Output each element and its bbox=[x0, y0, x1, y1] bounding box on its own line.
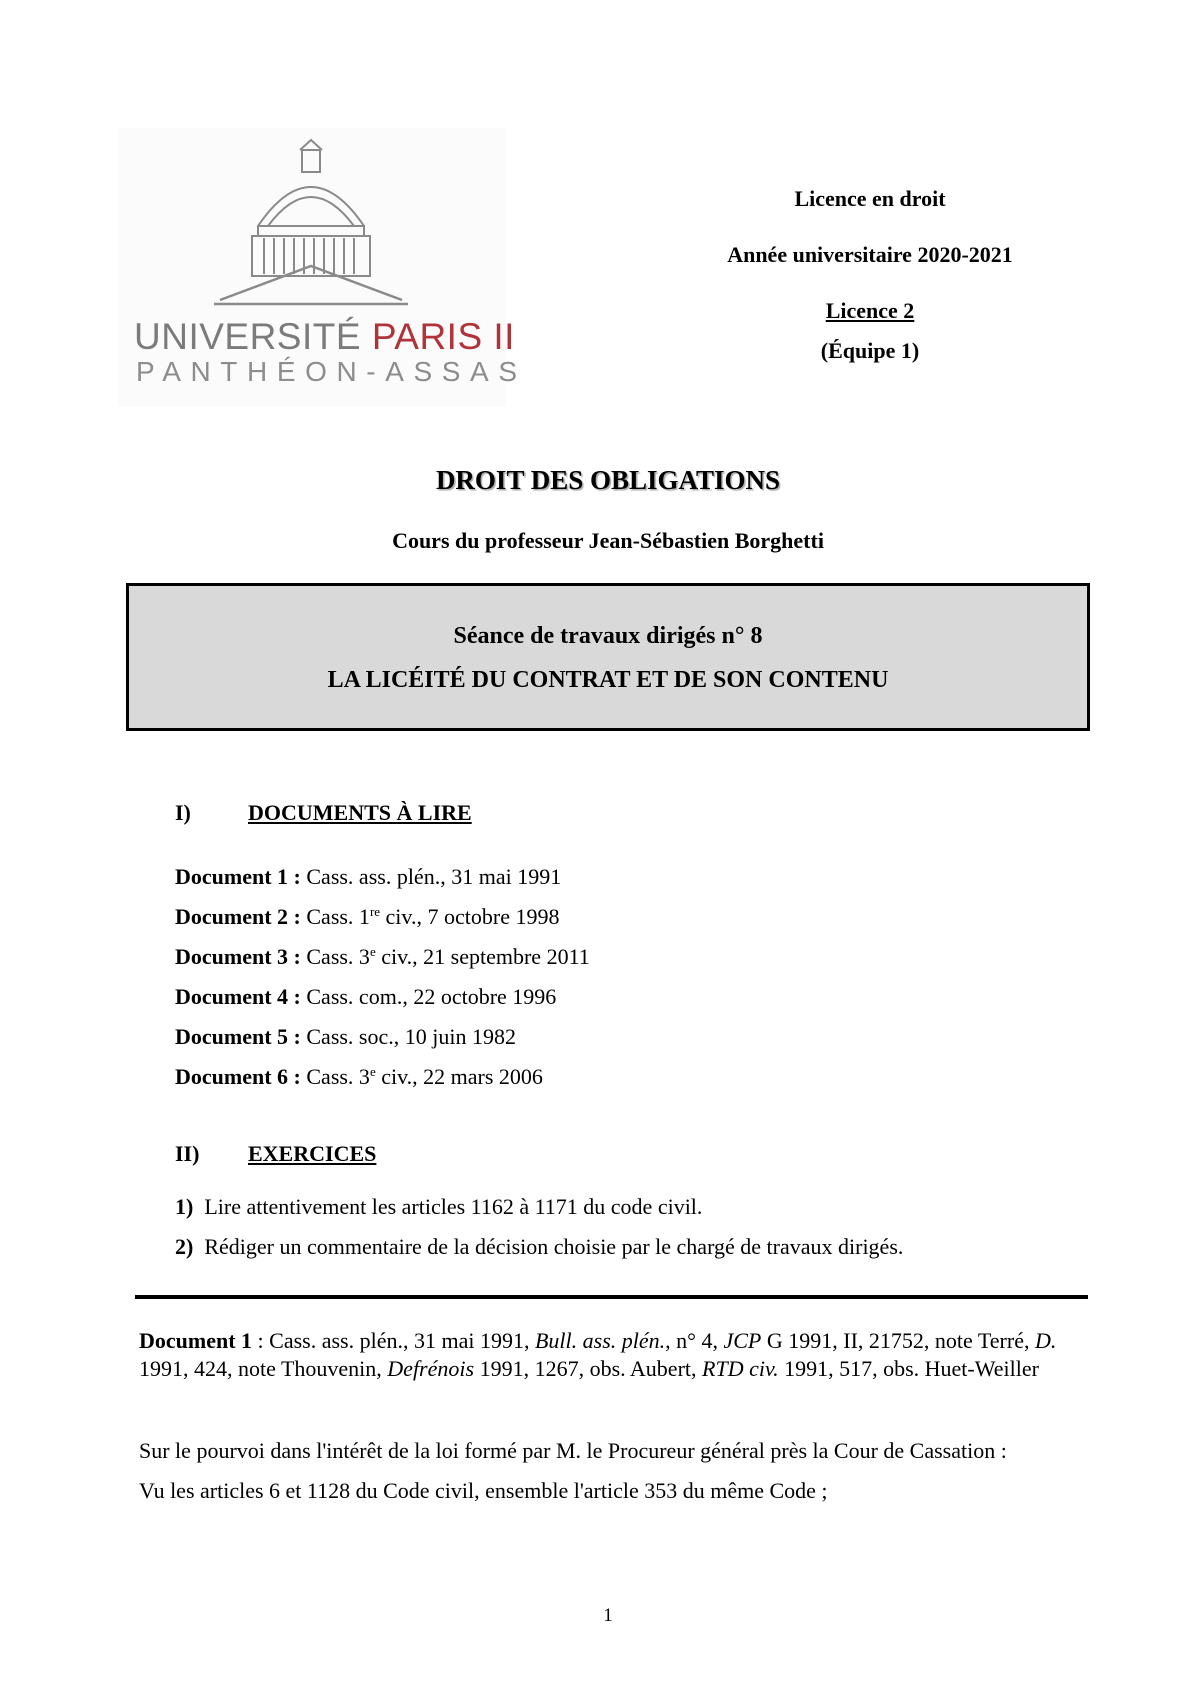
header-licence: Licence en droit bbox=[794, 186, 946, 211]
list-item: 1) Lire attentivement les articles 1162 à 1171 du code civil. bbox=[175, 1194, 703, 1219]
document1-paragraph: Sur le pourvoi dans l'intérêt de la loi formé par M. le Procureur général près la Cour de Cassation : bbox=[139, 1438, 1007, 1463]
list-item: Document 2 : Cass. 1re civ., 7 octobre 1998 bbox=[175, 904, 560, 929]
section1-heading bbox=[175, 800, 191, 826]
document1-paragraph: Vu les articles 6 et 1128 du Code civil, ensemble l'article 353 du même Code ; bbox=[139, 1478, 828, 1503]
session-box bbox=[126, 583, 1090, 731]
list-item: Document 4 : Cass. com., 22 octobre 1996 bbox=[175, 984, 557, 1009]
section2-title: EXERCICES bbox=[248, 1141, 377, 1166]
header-team: (Équipe 1) bbox=[820, 338, 920, 363]
section1-title-wrap bbox=[248, 800, 472, 826]
section2-heading bbox=[175, 1141, 199, 1167]
university-logo bbox=[118, 128, 527, 406]
page-number: 1 bbox=[603, 1605, 613, 1626]
list-item: Document 5 : Cass. soc., 10 juin 1982 bbox=[175, 1024, 516, 1049]
header-year: Année universitaire 2020-2021 bbox=[727, 242, 1013, 267]
separator-rule bbox=[135, 1295, 1088, 1299]
logo-wordmark-line1: UNIVERSITÉ PARIS II bbox=[134, 316, 515, 357]
list-item: Document 3 : Cass. 3e civ., 21 septembre 2011 bbox=[175, 944, 590, 969]
session-topic: LA LICÉITÉ DU CONTRAT ET DE SON CONTENU bbox=[327, 667, 889, 693]
document1-reference: Document 1 : Cass. ass. plén., 31 mai 1991, Bull. ass. plén., n° 4, JCP G 1991, II, 21752, note Terré, D. 1991, 424, note Thouvenin, Defrénois 1991, 1267, obs. Aubert, RTD civ. 1991, 517, obs. Huet-Weiller bbox=[139, 1328, 1057, 1381]
session-number: Séance de travaux dirigés n° 8 bbox=[453, 623, 763, 649]
header-level-wrap bbox=[640, 298, 1100, 324]
course-subtitle: Cours du professeur Jean-Sébastien Borghetti bbox=[392, 528, 824, 553]
list-item: 2) Rédiger un commentaire de la décision choisie par le chargé de travaux dirigés. bbox=[175, 1234, 904, 1259]
logo-wordmark-line2: PANTHÉON-ASSAS bbox=[136, 356, 527, 387]
list-item: Document 1 : Cass. ass. plén., 31 mai 1991 bbox=[175, 864, 562, 889]
section2-number: II) bbox=[175, 1141, 200, 1166]
pantheon-dome-icon bbox=[118, 128, 506, 308]
list-item: Document 6 : Cass. 3e civ., 22 mars 2006 bbox=[175, 1064, 543, 1089]
section1-title: DOCUMENTS À LIRE bbox=[248, 800, 472, 825]
header-level: Licence 2 bbox=[825, 298, 915, 323]
section1-number: I) bbox=[175, 800, 191, 825]
section2-title-wrap bbox=[248, 1141, 376, 1167]
page-title: DROIT DES OBLIGATIONS bbox=[435, 465, 781, 495]
